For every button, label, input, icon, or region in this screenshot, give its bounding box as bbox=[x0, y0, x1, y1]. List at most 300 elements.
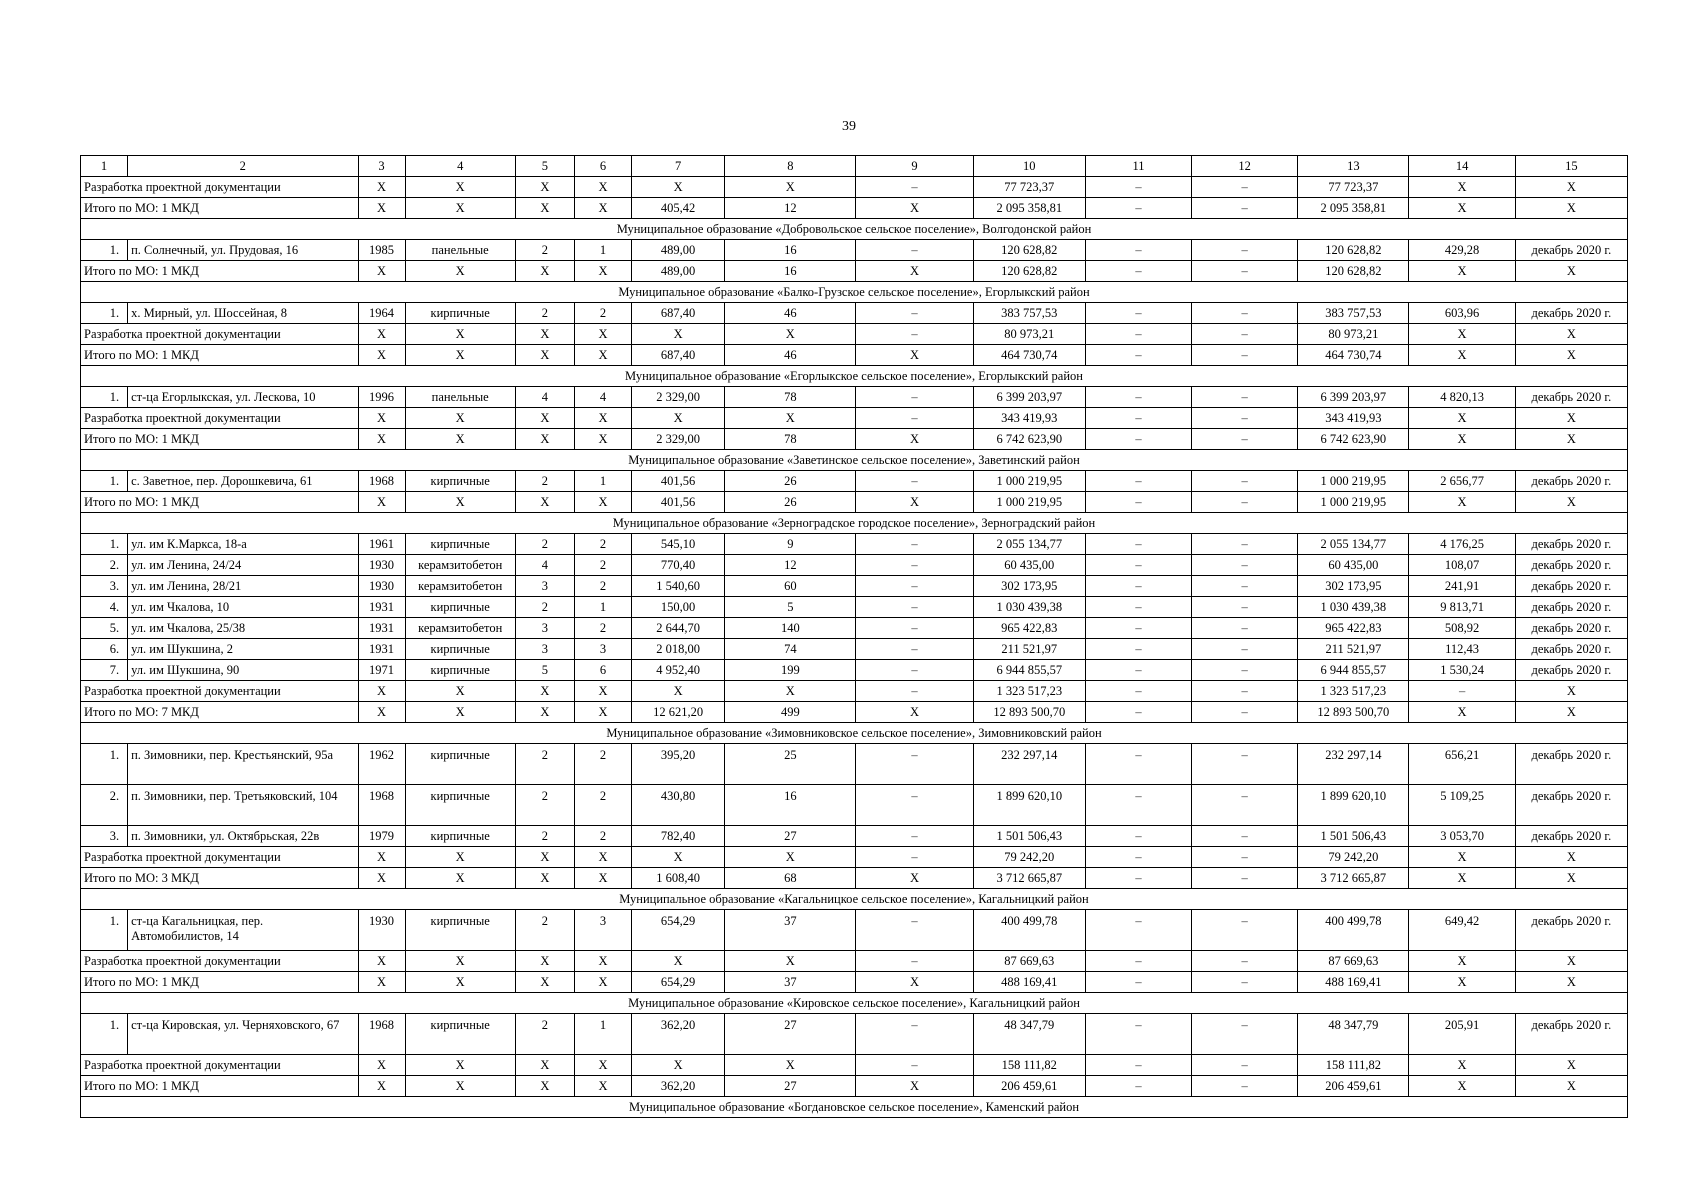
cell-c13: 120 628,82 bbox=[1298, 261, 1409, 282]
cell-c4: X bbox=[405, 408, 515, 429]
cell-c6: 2 bbox=[574, 303, 631, 324]
cell-c3: 1931 bbox=[358, 618, 405, 639]
cell-c8: 16 bbox=[725, 785, 856, 826]
cell-c6: X bbox=[574, 972, 631, 993]
cell-c13: 1 501 506,43 bbox=[1298, 826, 1409, 847]
cell-c4: кирпичные bbox=[405, 303, 515, 324]
row-number: 1. bbox=[81, 303, 128, 324]
cell-c7: 401,56 bbox=[632, 492, 725, 513]
cell-c7: 401,56 bbox=[632, 471, 725, 492]
cell-c8: X bbox=[725, 681, 856, 702]
cell-c10: 77 723,37 bbox=[973, 177, 1085, 198]
cell-c12: – bbox=[1192, 177, 1298, 198]
cell-c3: 1930 bbox=[358, 576, 405, 597]
row-label: Итого по МО: 1 МКД bbox=[81, 1076, 359, 1097]
cell-c10: 206 459,61 bbox=[973, 1076, 1085, 1097]
cell-c12: – bbox=[1192, 972, 1298, 993]
building-row bbox=[81, 597, 1628, 618]
cell-c9: – bbox=[856, 951, 973, 972]
cell-c7: 362,20 bbox=[632, 1014, 725, 1055]
cell-c15: декабрь 2020 г. bbox=[1515, 387, 1627, 408]
cell-c12: – bbox=[1192, 785, 1298, 826]
municipality-title: Муниципальное образование «Кагальницкое сельское поселение», Кагальницкий район bbox=[81, 889, 1628, 910]
cell-c13: 232 297,14 bbox=[1298, 744, 1409, 785]
cell-c9: – bbox=[856, 618, 973, 639]
cell-c14: 5 109,25 bbox=[1409, 785, 1515, 826]
cell-c13: 79 242,20 bbox=[1298, 847, 1409, 868]
cell-c10: 211 521,97 bbox=[973, 639, 1085, 660]
cell-c14: 508,92 bbox=[1409, 618, 1515, 639]
cell-c10: 383 757,53 bbox=[973, 303, 1085, 324]
cell-c13: 60 435,00 bbox=[1298, 555, 1409, 576]
building-row bbox=[81, 826, 1628, 847]
cell-c15: X bbox=[1515, 951, 1627, 972]
cell-c8: X bbox=[725, 951, 856, 972]
header-cell: 4 bbox=[405, 156, 515, 177]
cell-c14: X bbox=[1409, 492, 1515, 513]
row-number: 3. bbox=[81, 826, 128, 847]
row-number: 1. bbox=[81, 1014, 128, 1055]
municipality-header-row bbox=[81, 723, 1628, 744]
cell-c3: 1962 bbox=[358, 744, 405, 785]
cell-c13: 1 000 219,95 bbox=[1298, 471, 1409, 492]
cell-c7: X bbox=[632, 324, 725, 345]
cell-c3: X bbox=[358, 1076, 405, 1097]
subtotal-row bbox=[81, 177, 1628, 198]
cell-c12: – bbox=[1192, 576, 1298, 597]
cell-c10: 80 973,21 bbox=[973, 324, 1085, 345]
cell-c12: – bbox=[1192, 1055, 1298, 1076]
row-number: 4. bbox=[81, 597, 128, 618]
cell-c11: – bbox=[1085, 345, 1191, 366]
cell-c4: кирпичные bbox=[405, 1014, 515, 1055]
cell-c4: панельные bbox=[405, 387, 515, 408]
cell-c9: X bbox=[856, 345, 973, 366]
cell-c3: X bbox=[358, 847, 405, 868]
cell-c6: X bbox=[574, 408, 631, 429]
cell-c7: 395,20 bbox=[632, 744, 725, 785]
cell-c12: – bbox=[1192, 1076, 1298, 1097]
cell-c13: 488 169,41 bbox=[1298, 972, 1409, 993]
row-label: Итого по МО: 1 МКД bbox=[81, 198, 359, 219]
cell-c6: 2 bbox=[574, 555, 631, 576]
cell-c14: X bbox=[1409, 177, 1515, 198]
cell-c3: 1968 bbox=[358, 471, 405, 492]
cell-c4: X bbox=[405, 492, 515, 513]
row-number: 2. bbox=[81, 785, 128, 826]
cell-c8: 68 bbox=[725, 868, 856, 889]
cell-c14: 112,43 bbox=[1409, 639, 1515, 660]
cell-c14: X bbox=[1409, 1055, 1515, 1076]
header-cell: 5 bbox=[515, 156, 574, 177]
cell-c8: 9 bbox=[725, 534, 856, 555]
cell-c15: X bbox=[1515, 429, 1627, 450]
cell-c7: 687,40 bbox=[632, 303, 725, 324]
cell-c12: – bbox=[1192, 240, 1298, 261]
cell-c3: 1930 bbox=[358, 555, 405, 576]
cell-c12: – bbox=[1192, 910, 1298, 951]
cell-c11: – bbox=[1085, 847, 1191, 868]
cell-c4: X bbox=[405, 951, 515, 972]
cell-c6: X bbox=[574, 198, 631, 219]
row-number: 2. bbox=[81, 555, 128, 576]
cell-c11: – bbox=[1085, 702, 1191, 723]
row-label: Разработка проектной документации bbox=[81, 177, 359, 198]
cell-c10: 6 944 855,57 bbox=[973, 660, 1085, 681]
cell-c3: X bbox=[358, 492, 405, 513]
cell-c10: 158 111,82 bbox=[973, 1055, 1085, 1076]
cell-c13: 965 422,83 bbox=[1298, 618, 1409, 639]
cell-c8: 74 bbox=[725, 639, 856, 660]
cell-c5: X bbox=[515, 681, 574, 702]
cell-c13: 400 499,78 bbox=[1298, 910, 1409, 951]
cell-c15: X bbox=[1515, 324, 1627, 345]
address-cell: ул. им Шукшина, 2 bbox=[128, 639, 358, 660]
cell-c9: – bbox=[856, 660, 973, 681]
cell-c15: декабрь 2020 г. bbox=[1515, 910, 1627, 951]
cell-c15: декабрь 2020 г. bbox=[1515, 303, 1627, 324]
row-label: Разработка проектной документации bbox=[81, 324, 359, 345]
cell-c3: 1931 bbox=[358, 597, 405, 618]
cell-c11: – bbox=[1085, 639, 1191, 660]
cell-c8: 37 bbox=[725, 910, 856, 951]
row-number: 3. bbox=[81, 576, 128, 597]
cell-c14: X bbox=[1409, 1076, 1515, 1097]
cell-c14: 429,28 bbox=[1409, 240, 1515, 261]
subtotal-row bbox=[81, 345, 1628, 366]
municipality-header-row bbox=[81, 513, 1628, 534]
cell-c14: X bbox=[1409, 972, 1515, 993]
cell-c5: X bbox=[515, 429, 574, 450]
cell-c6: X bbox=[574, 847, 631, 868]
cell-c5: 2 bbox=[515, 910, 574, 951]
cell-c6: 6 bbox=[574, 660, 631, 681]
cell-c10: 60 435,00 bbox=[973, 555, 1085, 576]
cell-c14: 2 656,77 bbox=[1409, 471, 1515, 492]
cell-c10: 2 095 358,81 bbox=[973, 198, 1085, 219]
cell-c7: 405,42 bbox=[632, 198, 725, 219]
cell-c3: X bbox=[358, 429, 405, 450]
address-cell: ул. им Ленина, 28/21 bbox=[128, 576, 358, 597]
cell-c6: X bbox=[574, 492, 631, 513]
header-row bbox=[81, 156, 1628, 177]
cell-c8: 27 bbox=[725, 1076, 856, 1097]
cell-c5: X bbox=[515, 951, 574, 972]
cell-c14: 205,91 bbox=[1409, 1014, 1515, 1055]
cell-c9: X bbox=[856, 702, 973, 723]
cell-c11: – bbox=[1085, 303, 1191, 324]
cell-c9: – bbox=[856, 785, 973, 826]
cell-c11: – bbox=[1085, 240, 1191, 261]
building-row bbox=[81, 785, 1628, 826]
cell-c10: 1 899 620,10 bbox=[973, 785, 1085, 826]
cell-c12: – bbox=[1192, 408, 1298, 429]
cell-c3: 1971 bbox=[358, 660, 405, 681]
header-cell: 9 bbox=[856, 156, 973, 177]
subtotal-row bbox=[81, 847, 1628, 868]
cell-c11: – bbox=[1085, 555, 1191, 576]
cell-c6: 2 bbox=[574, 534, 631, 555]
cell-c12: – bbox=[1192, 618, 1298, 639]
cell-c10: 232 297,14 bbox=[973, 744, 1085, 785]
cell-c11: – bbox=[1085, 576, 1191, 597]
cell-c12: – bbox=[1192, 471, 1298, 492]
cell-c12: – bbox=[1192, 744, 1298, 785]
cell-c15: декабрь 2020 г. bbox=[1515, 826, 1627, 847]
cell-c10: 79 242,20 bbox=[973, 847, 1085, 868]
cell-c5: 2 bbox=[515, 744, 574, 785]
cell-c10: 2 055 134,77 bbox=[973, 534, 1085, 555]
cell-c14: – bbox=[1409, 681, 1515, 702]
cell-c11: – bbox=[1085, 744, 1191, 785]
cell-c3: X bbox=[358, 1055, 405, 1076]
cell-c6: X bbox=[574, 345, 631, 366]
subtotal-row bbox=[81, 702, 1628, 723]
cell-c15: X bbox=[1515, 847, 1627, 868]
header-cell: 6 bbox=[574, 156, 631, 177]
header-cell: 11 bbox=[1085, 156, 1191, 177]
cell-c7: 2 644,70 bbox=[632, 618, 725, 639]
subtotal-row bbox=[81, 972, 1628, 993]
header-cell: 12 bbox=[1192, 156, 1298, 177]
cell-c9: – bbox=[856, 910, 973, 951]
building-row bbox=[81, 303, 1628, 324]
cell-c3: X bbox=[358, 868, 405, 889]
cell-c14: 241,91 bbox=[1409, 576, 1515, 597]
cell-c9: – bbox=[856, 1014, 973, 1055]
cell-c5: 3 bbox=[515, 618, 574, 639]
cell-c8: 25 bbox=[725, 744, 856, 785]
municipality-header-row bbox=[81, 366, 1628, 387]
cell-c4: X bbox=[405, 972, 515, 993]
cell-c5: 2 bbox=[515, 1014, 574, 1055]
cell-c9: – bbox=[856, 387, 973, 408]
municipality-header-row bbox=[81, 1097, 1628, 1118]
cell-c12: – bbox=[1192, 868, 1298, 889]
municipality-title: Муниципальное образование «Добровольское сельское поселение», Волгодонской район bbox=[81, 219, 1628, 240]
cell-c13: 48 347,79 bbox=[1298, 1014, 1409, 1055]
cell-c14: 108,07 bbox=[1409, 555, 1515, 576]
cell-c5: X bbox=[515, 1055, 574, 1076]
cell-c15: X bbox=[1515, 702, 1627, 723]
cell-c15: X bbox=[1515, 345, 1627, 366]
cell-c11: – bbox=[1085, 387, 1191, 408]
building-row bbox=[81, 576, 1628, 597]
cell-c3: X bbox=[358, 972, 405, 993]
cell-c3: X bbox=[358, 951, 405, 972]
cell-c9: X bbox=[856, 868, 973, 889]
cell-c7: X bbox=[632, 681, 725, 702]
cell-c4: кирпичные bbox=[405, 785, 515, 826]
cell-c11: – bbox=[1085, 785, 1191, 826]
cell-c15: декабрь 2020 г. bbox=[1515, 639, 1627, 660]
subtotal-row bbox=[81, 198, 1628, 219]
cell-c11: – bbox=[1085, 1055, 1191, 1076]
cell-c6: X bbox=[574, 951, 631, 972]
address-cell: ст-ца Кагальницкая, пер. Автомобилистов, 14 bbox=[128, 910, 358, 951]
cell-c12: – bbox=[1192, 951, 1298, 972]
cell-c15: X bbox=[1515, 1076, 1627, 1097]
cell-c7: 687,40 bbox=[632, 345, 725, 366]
cell-c4: кирпичные bbox=[405, 744, 515, 785]
cell-c9: X bbox=[856, 198, 973, 219]
cell-c15: X bbox=[1515, 868, 1627, 889]
cell-c8: 16 bbox=[725, 240, 856, 261]
cell-c6: X bbox=[574, 261, 631, 282]
row-number: 1. bbox=[81, 910, 128, 951]
cell-c7: X bbox=[632, 408, 725, 429]
cell-c13: 1 000 219,95 bbox=[1298, 492, 1409, 513]
cell-c13: 1 899 620,10 bbox=[1298, 785, 1409, 826]
row-label: Итого по МО: 1 МКД bbox=[81, 261, 359, 282]
address-cell: ул. им К.Маркса, 18-а bbox=[128, 534, 358, 555]
cell-c7: 430,80 bbox=[632, 785, 725, 826]
cell-c13: 211 521,97 bbox=[1298, 639, 1409, 660]
cell-c13: 2 055 134,77 bbox=[1298, 534, 1409, 555]
cell-c5: 3 bbox=[515, 639, 574, 660]
header-cell: 1 bbox=[81, 156, 128, 177]
subtotal-row bbox=[81, 492, 1628, 513]
cell-c4: X bbox=[405, 429, 515, 450]
cell-c15: декабрь 2020 г. bbox=[1515, 240, 1627, 261]
cell-c10: 1 030 439,38 bbox=[973, 597, 1085, 618]
cell-c11: – bbox=[1085, 660, 1191, 681]
cell-c13: 1 323 517,23 bbox=[1298, 681, 1409, 702]
row-number: 1. bbox=[81, 387, 128, 408]
cell-c6: X bbox=[574, 1055, 631, 1076]
cell-c4: X bbox=[405, 681, 515, 702]
row-number: 6. bbox=[81, 639, 128, 660]
cell-c3: 1931 bbox=[358, 639, 405, 660]
cell-c9: – bbox=[856, 471, 973, 492]
address-cell: п. Солнечный, ул. Прудовая, 16 bbox=[128, 240, 358, 261]
cell-c9: – bbox=[856, 1055, 973, 1076]
cell-c3: 1968 bbox=[358, 785, 405, 826]
cell-c6: 3 bbox=[574, 639, 631, 660]
cell-c13: 2 095 358,81 bbox=[1298, 198, 1409, 219]
row-label: Итого по МО: 1 МКД bbox=[81, 972, 359, 993]
cell-c14: X bbox=[1409, 429, 1515, 450]
cell-c8: 60 bbox=[725, 576, 856, 597]
cell-c7: 654,29 bbox=[632, 910, 725, 951]
address-cell: п. Зимовники, ул. Октябрьская, 22в bbox=[128, 826, 358, 847]
cell-c10: 87 669,63 bbox=[973, 951, 1085, 972]
cell-c11: – bbox=[1085, 597, 1191, 618]
cell-c8: 27 bbox=[725, 826, 856, 847]
cell-c10: 400 499,78 bbox=[973, 910, 1085, 951]
cell-c10: 12 893 500,70 bbox=[973, 702, 1085, 723]
cell-c11: – bbox=[1085, 534, 1191, 555]
cell-c13: 3 712 665,87 bbox=[1298, 868, 1409, 889]
cell-c11: – bbox=[1085, 868, 1191, 889]
cell-c3: 1964 bbox=[358, 303, 405, 324]
cell-c15: декабрь 2020 г. bbox=[1515, 618, 1627, 639]
cell-c8: 46 bbox=[725, 303, 856, 324]
cell-c4: кирпичные bbox=[405, 639, 515, 660]
row-label: Итого по МО: 7 МКД bbox=[81, 702, 359, 723]
cell-c5: X bbox=[515, 408, 574, 429]
cell-c4: X bbox=[405, 198, 515, 219]
cell-c9: – bbox=[856, 534, 973, 555]
cell-c4: X bbox=[405, 702, 515, 723]
building-row bbox=[81, 1014, 1628, 1055]
cell-c7: 489,00 bbox=[632, 261, 725, 282]
header-cell: 8 bbox=[725, 156, 856, 177]
cell-c13: 80 973,21 bbox=[1298, 324, 1409, 345]
cell-c5: 2 bbox=[515, 597, 574, 618]
cell-c13: 77 723,37 bbox=[1298, 177, 1409, 198]
cell-c6: 4 bbox=[574, 387, 631, 408]
municipality-header-row bbox=[81, 219, 1628, 240]
cell-c15: декабрь 2020 г. bbox=[1515, 555, 1627, 576]
cell-c13: 87 669,63 bbox=[1298, 951, 1409, 972]
cell-c12: – bbox=[1192, 826, 1298, 847]
cell-c6: 2 bbox=[574, 785, 631, 826]
cell-c15: декабрь 2020 г. bbox=[1515, 744, 1627, 785]
cell-c10: 1 000 219,95 bbox=[973, 471, 1085, 492]
cell-c9: – bbox=[856, 681, 973, 702]
header-cell: 14 bbox=[1409, 156, 1515, 177]
cell-c4: керамзитобетон bbox=[405, 576, 515, 597]
municipality-title: Муниципальное образование «Балко-Грузское сельское поселение», Егорлыкский район bbox=[81, 282, 1628, 303]
cell-c10: 1 000 219,95 bbox=[973, 492, 1085, 513]
cell-c3: 1968 bbox=[358, 1014, 405, 1055]
municipality-title: Муниципальное образование «Зимовниковское сельское поселение», Зимовниковский район bbox=[81, 723, 1628, 744]
cell-c6: X bbox=[574, 868, 631, 889]
cell-c13: 1 030 439,38 bbox=[1298, 597, 1409, 618]
row-label: Разработка проектной документации bbox=[81, 1055, 359, 1076]
cell-c10: 302 173,95 bbox=[973, 576, 1085, 597]
row-number: 7. bbox=[81, 660, 128, 681]
address-cell: п. Зимовники, пер. Крестьянский, 95а bbox=[128, 744, 358, 785]
cell-c6: X bbox=[574, 429, 631, 450]
cell-c9: X bbox=[856, 972, 973, 993]
cell-c4: кирпичные bbox=[405, 826, 515, 847]
address-cell: ул. им Чкалова, 10 bbox=[128, 597, 358, 618]
cell-c8: 12 bbox=[725, 198, 856, 219]
header-cell: 13 bbox=[1298, 156, 1409, 177]
address-cell: ул. им Чкалова, 25/38 bbox=[128, 618, 358, 639]
cell-c15: декабрь 2020 г. bbox=[1515, 1014, 1627, 1055]
cell-c3: X bbox=[358, 681, 405, 702]
cell-c4: X bbox=[405, 345, 515, 366]
building-row bbox=[81, 471, 1628, 492]
cell-c8: X bbox=[725, 408, 856, 429]
cell-c9: – bbox=[856, 847, 973, 868]
row-label: Итого по МО: 1 МКД bbox=[81, 492, 359, 513]
cell-c14: X bbox=[1409, 847, 1515, 868]
cell-c7: 1 540,60 bbox=[632, 576, 725, 597]
header-cell: 7 bbox=[632, 156, 725, 177]
building-row bbox=[81, 534, 1628, 555]
cell-c6: X bbox=[574, 702, 631, 723]
header-cell: 3 bbox=[358, 156, 405, 177]
cell-c11: – bbox=[1085, 1076, 1191, 1097]
cell-c3: 1979 bbox=[358, 826, 405, 847]
cell-c12: – bbox=[1192, 847, 1298, 868]
cell-c7: 545,10 bbox=[632, 534, 725, 555]
cell-c8: X bbox=[725, 847, 856, 868]
cell-c13: 302 173,95 bbox=[1298, 576, 1409, 597]
cell-c6: 1 bbox=[574, 471, 631, 492]
cell-c8: 5 bbox=[725, 597, 856, 618]
cell-c12: – bbox=[1192, 1014, 1298, 1055]
cell-c12: – bbox=[1192, 639, 1298, 660]
cell-c15: X bbox=[1515, 198, 1627, 219]
cell-c14: 649,42 bbox=[1409, 910, 1515, 951]
subtotal-row bbox=[81, 1076, 1628, 1097]
cell-c8: 199 bbox=[725, 660, 856, 681]
